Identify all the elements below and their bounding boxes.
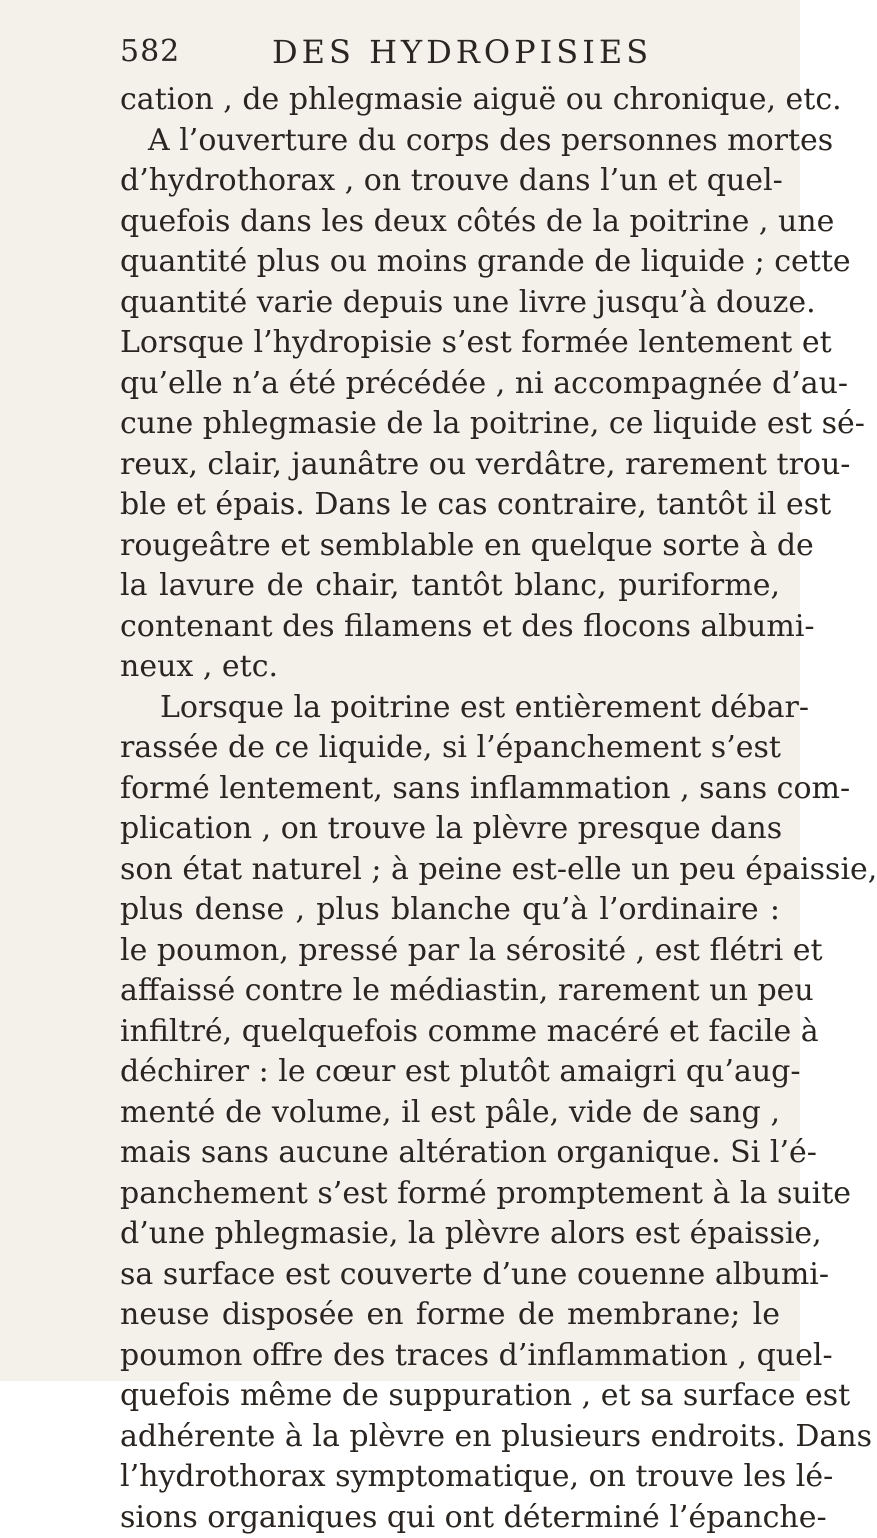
text-line: rassée de ce liquide, si l’épanchement s’est [120, 728, 780, 769]
running-head [120, 30, 780, 74]
text-line: mais sans aucune altération organique. Si l’é- [120, 1133, 780, 1174]
text-line: neux , etc. [120, 647, 780, 688]
text-line: infiltré, quelquefois comme macéré et facile à [120, 1012, 780, 1053]
text-line: affaissé contre le médiastin, rarement un peu [120, 971, 780, 1012]
text-line: déchirer : le cœur est plutôt amaigri qu’aug- [120, 1052, 780, 1093]
text-line: adhérente à la plèvre en plusieurs endroits. Dans [120, 1417, 780, 1458]
text-line: quefois dans les deux côtés de la poitrine , une [120, 202, 780, 243]
text-line: formé lentement, sans inflammation , sans com- [120, 769, 780, 810]
text-line: Lorsque la poitrine est entièrement débar- [120, 688, 780, 729]
text-line: reux, clair, jaunâtre ou verdâtre, rarement trou- [120, 445, 780, 486]
text-line: sa surface est couverte d’une couenne albumi- [120, 1255, 780, 1296]
text-line: quantité plus ou moins grande de liquide ; cette [120, 242, 780, 283]
text-line: cune phlegmasie de la poitrine, ce liquide est sé- [120, 404, 780, 445]
text-line: rougeâtre et semblable en quelque sorte à de [120, 526, 780, 567]
text-line: d’hydrothorax , on trouve dans l’un et quel- [120, 161, 780, 202]
text-line: ble et épais. Dans le cas contraire, tantôt il est [120, 485, 780, 526]
text-line: quefois même de suppuration , et sa surface est [120, 1376, 780, 1417]
text-line: A l’ouverture du corps des personnes mortes [120, 121, 780, 162]
body-text [120, 80, 780, 1538]
text-line: la lavure de chair, tantôt blanc, puriforme, [120, 566, 780, 607]
text-line: plication , on trouve la plèvre presque dans [120, 809, 780, 850]
text-line: sions organiques qui ont déterminé l’épanche- [120, 1498, 780, 1538]
text-line: Lorsque l’hydropisie s’est formée lentement et [120, 323, 780, 364]
text-line: l’hydrothorax symptomatique, on trouve les lé- [120, 1457, 780, 1498]
text-line: poumon offre des traces d’inflammation , quel- [120, 1336, 780, 1377]
text-line: panchement s’est formé promptement à la suite [120, 1174, 780, 1215]
text-line: qu’elle n’a été précédée , ni accompagnée d’au- [120, 364, 780, 405]
text-line: neuse disposée en forme de membrane; le [120, 1295, 780, 1336]
text-line: quantité varie depuis une livre jusqu’à douze. [120, 283, 780, 324]
text-line: d’une phlegmasie, la plèvre alors est épaissie, [120, 1214, 780, 1255]
running-title: DES HYDROPISIES [272, 30, 652, 74]
text-line: le poumon, pressé par la sérosité , est flétri et [120, 931, 780, 972]
text-line: plus dense , plus blanche qu’à l’ordinaire : [120, 890, 780, 931]
text-line: son état naturel ; à peine est-elle un peu épaissie, [120, 850, 780, 891]
text-line: contenant des filamens et des flocons albumi- [120, 607, 780, 648]
text-line: menté de volume, il est pâle, vide de sang , [120, 1093, 780, 1134]
text-line: cation , de phlegmasie aiguë ou chronique, etc. [120, 80, 780, 121]
page-number: 582 [120, 30, 180, 74]
